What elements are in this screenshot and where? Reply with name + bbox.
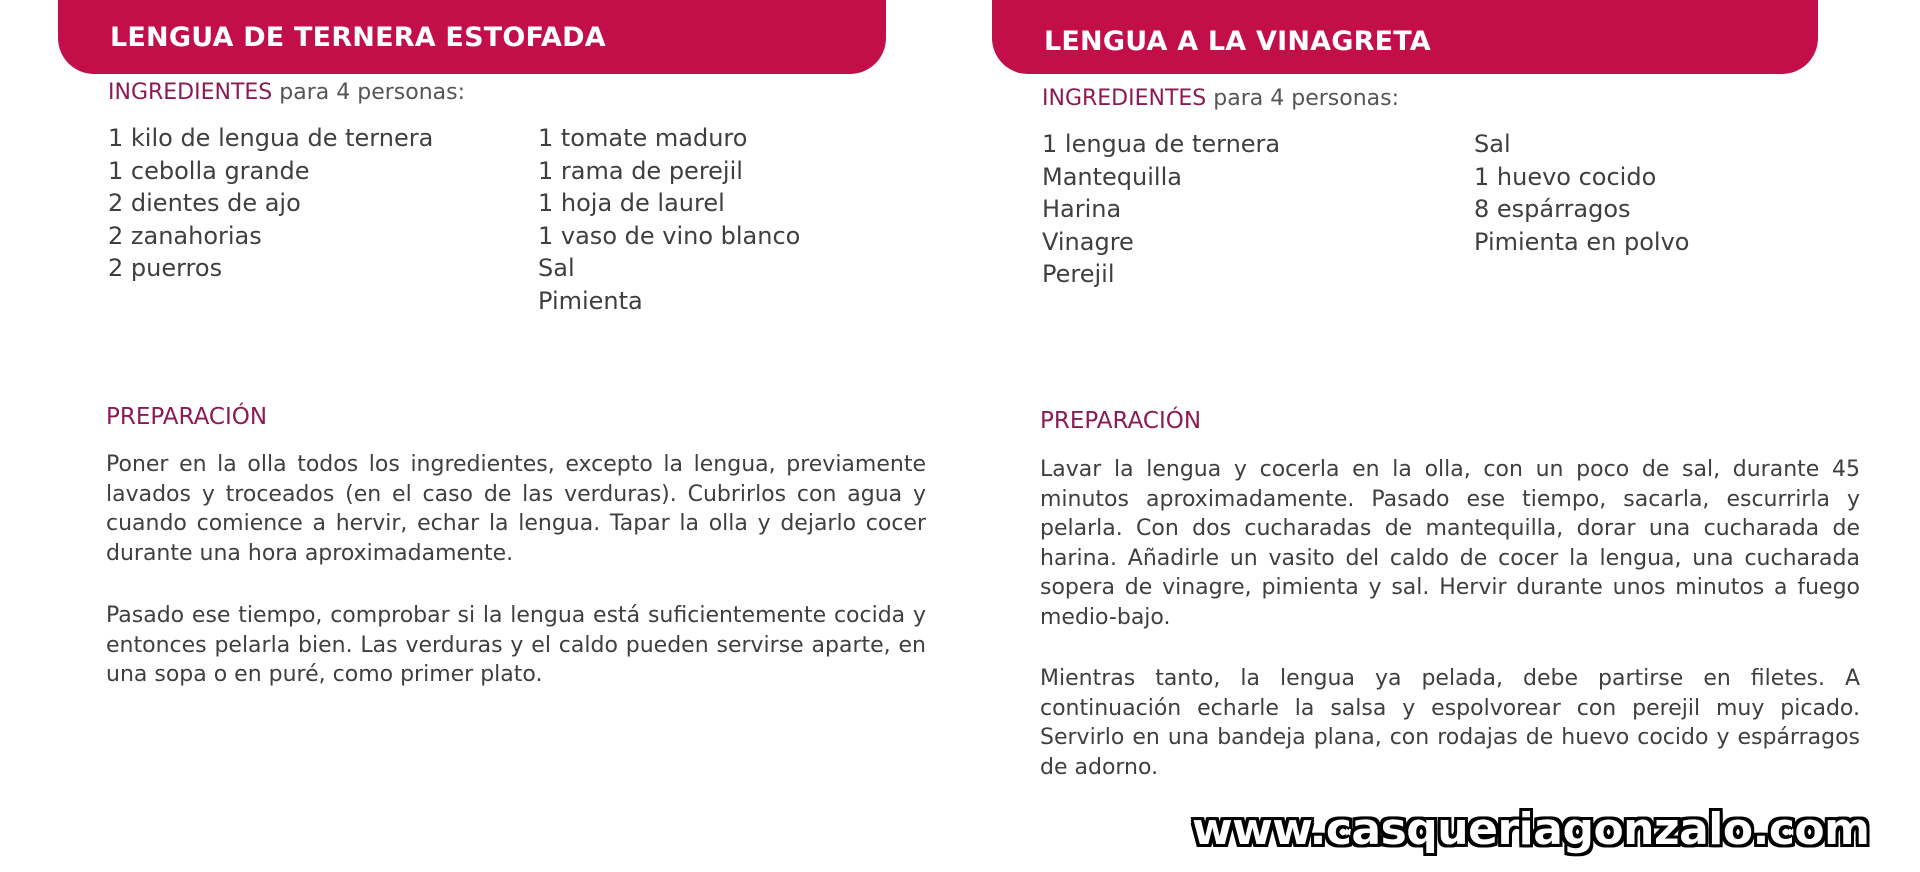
preparation-heading: PREPARACIÓN [1040,408,1202,434]
ingredient-item: 1 lengua de ternera [1042,130,1281,158]
ingredients-list-1 [108,122,433,285]
preparation-heading: PREPARACIÓN [106,404,268,430]
ingredient-item: Pimienta [538,286,643,315]
ingredient-item: Vinagre [1042,227,1134,256]
ingredient-item: 2 zanahorias [108,221,262,250]
ingredient-item: 1 vaso de vino blanco [538,221,801,250]
ingredient-item: Sal [538,254,575,282]
ingredient-item: 2 dientes de ajo [108,189,301,217]
recipe-title: LENGUA DE TERNERA ESTOFADA [110,22,606,53]
ingredients-heading [1042,86,1399,111]
preparation-paragraph: Poner en la olla todos los ingredientes, excepto la lengua, previamente lavados y troceados (en el caso de las verduras). Cubrirlos con agua y cuando comience a hervir, echar la lengua. Tapar la olla y dejarlo cocer durante una hora aproximadamente. [106,452,926,566]
title-banner [992,0,1818,74]
ingredient-item: 1 rama de perejil [538,156,743,185]
ingredients-suffix: para 4 personas: [1206,86,1399,111]
ingredients-label: INGREDIENTES [108,80,273,105]
website-watermark: www.casqueriagonzalo.com [1192,804,1870,855]
ingredient-item: Perejil [1042,260,1115,288]
ingredient-item: Pimienta en polvo [1474,227,1690,256]
ingredients-list-2 [1474,128,1689,258]
ingredient-item: 8 espárragos [1474,195,1631,223]
ingredient-item: 1 hoja de laurel [538,189,725,217]
preparation-paragraph: Lavar la lengua y cocerla en la olla, con un poco de sal, durante 45 minutos aproximadamente. Pasado ese tiempo, sacarla, escurrirla y pelarla. Con dos cucharadas de mantequilla, dorar una cucharada de harina. Añadirle un vasito del caldo de cocer la lengua, una cucharada sopera de vinagre, pimienta y sal. Hervir durante unos minutos a fuego medio-bajo. [1040,457,1860,630]
preparation-paragraph: Mientras tanto, la lengua ya pelada, debe partirse en filetes. A continuación echarle la salsa y espolvorear con perejil muy picado. Servirlo en una bandeja plana, con rodajas de huevo cocido y espárragos de adorno. [1040,666,1860,780]
ingredients-label: INGREDIENTES [1042,86,1207,111]
preparation-paragraph: Pasado ese tiempo, comprobar si la lengua está suficientemente cocida y entonces pelarla bien. Las verduras y el caldo pueden servirse aparte, en una sopa o en puré, como primer plato. [106,603,926,688]
ingredient-item: 1 kilo de lengua de ternera [108,124,434,152]
ingredients-list-1 [1042,128,1280,291]
ingredients-heading [108,80,465,105]
ingredient-item: 1 tomate maduro [538,124,748,152]
ingredients-list-2 [538,122,800,317]
ingredient-item: 2 puerros [108,254,223,282]
ingredient-item: 1 huevo cocido [1474,162,1657,191]
ingredients-suffix: para 4 personas: [272,80,465,105]
title-banner [58,0,886,74]
ingredient-item: Sal [1474,130,1511,158]
recipe-title: LENGUA A LA VINAGRETA [1044,26,1431,57]
ingredient-item: Harina [1042,195,1122,223]
ingredient-item: 1 cebolla grande [108,156,310,185]
ingredient-item: Mantequilla [1042,162,1182,191]
